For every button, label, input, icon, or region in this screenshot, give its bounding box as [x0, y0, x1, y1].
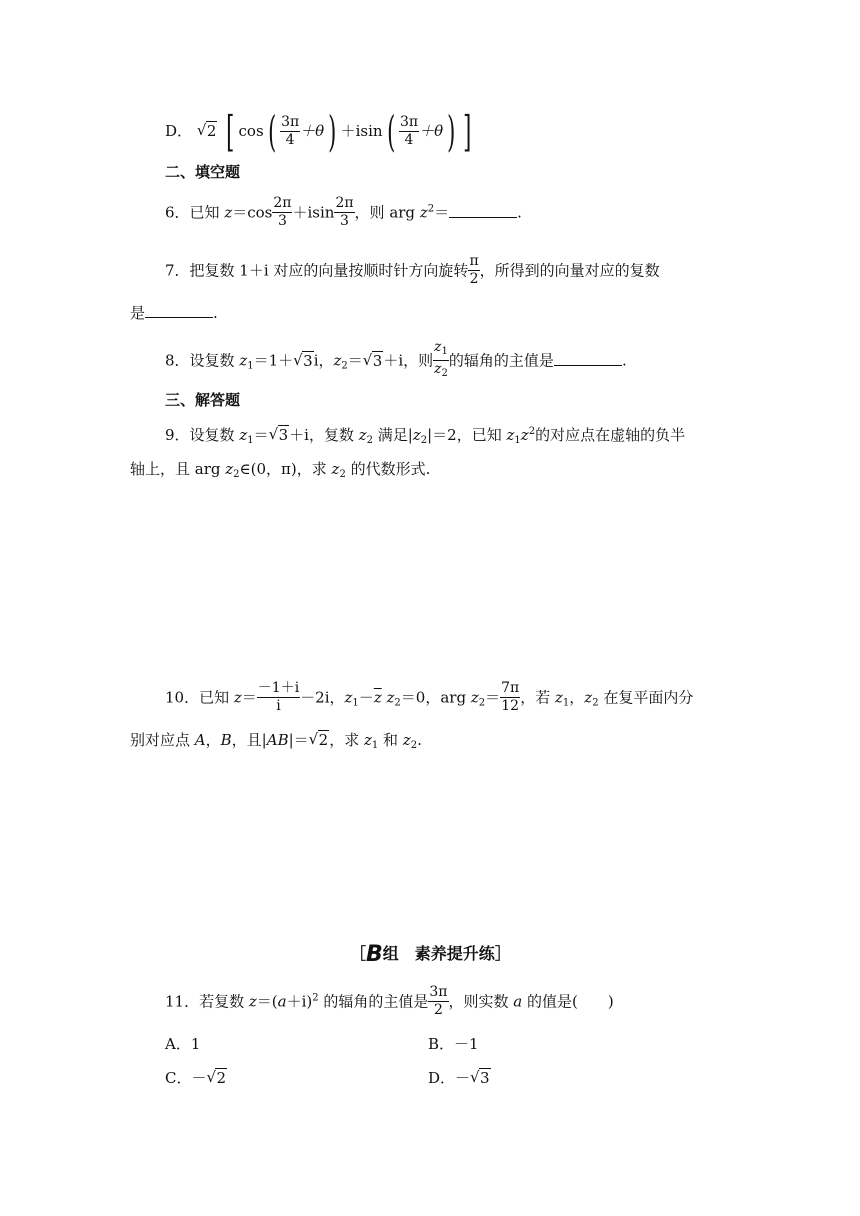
subscript: 2: [341, 360, 348, 372]
period: .: [517, 203, 522, 222]
subscript: 1: [247, 360, 254, 372]
var-z: z: [225, 460, 234, 478]
q9-text: |＝2，已知: [427, 426, 507, 444]
answer-blank[interactable]: [449, 205, 517, 218]
var-z: z: [434, 361, 442, 377]
sqrt-content: 2: [216, 1069, 227, 1087]
q9-prefix: 9．设复数: [165, 426, 240, 444]
sqrt-expression: [293, 351, 314, 370]
point-a: A: [194, 731, 206, 749]
q10-text: 和: [378, 731, 403, 749]
denominator: 3: [277, 213, 287, 229]
group-b-heading: [350, 944, 511, 966]
subscript: 2: [233, 469, 240, 480]
numerator: 3π: [281, 113, 300, 130]
subscript: 2: [410, 740, 418, 751]
imag-unit-then: ＋i，则: [383, 351, 434, 370]
sqrt-content: 3: [372, 351, 383, 370]
option-label: D．: [165, 122, 193, 140]
answer-blank[interactable]: [145, 305, 213, 318]
question-6: [165, 196, 522, 231]
denominator: i: [276, 698, 281, 714]
var-z-conjugate: $\overline{z}$: [373, 688, 382, 707]
q9-text: ＋i，复数: [289, 426, 359, 444]
q7-suffix: ，所得到的向量对应的复数: [479, 261, 660, 280]
plus-theta: ＋θ: [300, 122, 325, 140]
point-b: B: [220, 731, 232, 749]
period: .: [417, 731, 422, 749]
q7-line2-prefix: 是: [130, 304, 146, 322]
sqrt-content: 3: [278, 426, 289, 444]
fraction: [428, 984, 448, 1019]
sqrt-expression: [206, 1071, 227, 1086]
sqrt-expression: [309, 733, 330, 748]
var-z: z: [239, 351, 248, 370]
var-z: z: [584, 688, 593, 707]
var-z: z: [402, 731, 411, 749]
denominator: 3: [340, 213, 349, 229]
q10-prefix: 10．已知: [165, 688, 234, 707]
group-b-text: 组 素养提升练: [382, 944, 495, 963]
q10-text: ，求: [329, 731, 364, 749]
q11-prefix: 11．若复数: [165, 992, 249, 1011]
var-z: z: [555, 688, 563, 707]
fraction: [280, 114, 300, 149]
q11-option-d[interactable]: [428, 1071, 491, 1086]
q11-text: 的辐角的主值是: [318, 992, 429, 1011]
denominator: [433, 361, 449, 382]
numerator: 2π: [273, 195, 292, 211]
subscript: 2: [592, 697, 599, 709]
question-10-line-1: [165, 681, 693, 716]
q7-prefix: 7．把复数 1＋i 对应的向量按顺时针方向旋转: [165, 261, 469, 280]
section-title-fill-blank: 二、填空题: [165, 163, 241, 181]
numerator: 7π: [501, 680, 520, 696]
minus: －: [358, 688, 374, 707]
subscript: 2: [394, 697, 401, 709]
var-z: z: [344, 688, 353, 707]
question-8: [165, 340, 627, 383]
var-z: z: [363, 731, 372, 749]
question-7-line-1: [165, 254, 660, 289]
var-z: z: [233, 688, 242, 707]
numerator: －1＋i: [257, 680, 300, 696]
right-paren: ): [328, 107, 337, 156]
plus-isin: ＋isin: [292, 203, 335, 222]
equals: ＝: [241, 688, 257, 707]
q9-text: 轴上，且 arg: [130, 460, 226, 478]
q10-text: ，若: [520, 688, 555, 707]
q11-text: ＋i): [286, 992, 313, 1011]
var-z: z: [248, 992, 257, 1011]
superscript: 2: [312, 992, 319, 1004]
q10-text: 在复平面内分: [598, 688, 694, 707]
right-paren-2: ): [447, 107, 456, 156]
answer-blank[interactable]: [554, 353, 622, 366]
q10-text: 别对应点: [130, 731, 195, 749]
q8-prefix: 8．设复数: [165, 351, 240, 370]
period: .: [213, 304, 218, 322]
subscript: 1: [441, 346, 448, 357]
q9-text: 的对应点在虚轴的负半: [535, 426, 686, 444]
var-z: z: [239, 426, 248, 444]
q6-prefix: 6．已知: [165, 203, 225, 222]
plus-isin: ＋isin: [340, 122, 383, 140]
option-label: D．－: [428, 1069, 471, 1087]
subscript: 1: [562, 697, 570, 709]
q10-text: －2i，: [300, 688, 345, 707]
fraction: [272, 195, 292, 230]
var-z: z: [333, 351, 342, 370]
var-z: z: [434, 339, 442, 355]
right-bracket: ］: [494, 944, 511, 963]
question-7-line-2: [130, 305, 218, 321]
numerator: 2π: [335, 195, 354, 211]
question-9-line-1: [165, 427, 685, 446]
fraction: [257, 680, 300, 715]
fraction-2: [500, 680, 520, 715]
var-a: a: [513, 992, 523, 1011]
plus-theta-2: ＋θ: [419, 122, 444, 140]
q9-text: 的代数形式.: [345, 460, 431, 478]
subscript: 2: [441, 368, 448, 379]
sqrt-content: 2: [318, 731, 329, 749]
question-11: [165, 985, 614, 1020]
option-label: C．－: [165, 1069, 207, 1087]
subscript: 2: [339, 469, 346, 480]
var-z: z: [358, 426, 367, 444]
numerator: [433, 339, 449, 361]
sqrt-content: 3: [480, 1069, 490, 1087]
subscript: 1: [247, 435, 254, 446]
q10-text: |＝: [288, 731, 309, 749]
left-paren: (: [267, 107, 276, 156]
var-z: z: [386, 688, 395, 707]
equals: ＝: [485, 688, 501, 707]
q9-text: ∈(0，π)，求: [239, 460, 332, 478]
q11-text: ＝(: [256, 992, 278, 1011]
q11-option-c[interactable]: [165, 1071, 227, 1086]
question-9-line-2: [130, 462, 430, 480]
left-paren-2: (: [386, 107, 395, 156]
sqrt-expression-2: [363, 351, 384, 370]
numerator: 3π: [399, 113, 419, 130]
group-b-badge: B: [366, 942, 383, 967]
left-bracket: ［: [350, 944, 367, 963]
var-z: z: [419, 203, 428, 222]
sqrt-expression: [470, 1071, 491, 1086]
left-bracket: [: [226, 107, 235, 156]
q11-text: ，则实数: [448, 992, 514, 1011]
q6-suffix: ，则 arg: [354, 203, 420, 222]
sqrt-expression: [197, 124, 218, 139]
var-z: z: [331, 460, 340, 478]
q11-text: 的值是( ): [522, 992, 614, 1011]
fraction-2: [334, 195, 354, 230]
sqrt-content: 3: [303, 351, 313, 370]
equals: ＝: [253, 426, 269, 444]
var-z: z: [412, 426, 421, 444]
q9-text: 满足|: [373, 426, 413, 444]
q10-text: ，且|: [231, 731, 267, 749]
equals: ＝: [347, 351, 363, 370]
comma: ，: [569, 688, 585, 707]
section-title-solve: 三、解答题: [165, 391, 241, 409]
sqrt-expression: [269, 428, 290, 443]
var-z: z: [470, 688, 479, 707]
numerator: 3π: [429, 984, 448, 1000]
fraction: [433, 339, 449, 382]
sqrt-content: 2: [206, 122, 217, 140]
subscript: 2: [478, 697, 486, 709]
denominator: 2: [433, 1002, 443, 1018]
numerator: π: [469, 253, 479, 269]
eq-expr: ＝1＋: [253, 351, 294, 370]
period: .: [621, 351, 627, 370]
question-10-line-2: [130, 733, 422, 751]
var-z: z: [520, 426, 529, 444]
q5-option-d: [165, 107, 476, 156]
subscript: 1: [514, 435, 521, 446]
denominator: 2: [469, 271, 479, 287]
segment-ab: AB: [266, 731, 289, 749]
right-bracket: ]: [463, 107, 472, 156]
subscript: 2: [420, 435, 428, 446]
comma: ，: [205, 731, 221, 749]
subscript: 1: [352, 697, 359, 709]
cos-text: cos: [238, 122, 264, 140]
q11-option-a[interactable]: A．1: [165, 1035, 201, 1053]
eq-cos: ＝cos: [232, 203, 273, 222]
denominator: 4: [285, 131, 295, 148]
var-a: a: [277, 992, 287, 1011]
denominator: 12: [501, 698, 520, 714]
var-z: z: [224, 203, 233, 222]
subscript: 2: [366, 435, 374, 446]
subscript: 1: [371, 740, 379, 751]
superscript: 2: [528, 426, 536, 437]
var-z: z: [506, 426, 515, 444]
equals: ＝: [434, 203, 450, 222]
fraction-2: [399, 114, 419, 149]
q11-option-b[interactable]: B．－1: [428, 1035, 479, 1053]
denominator: 4: [404, 131, 414, 148]
q8-suffix: 的辐角的主值是: [448, 351, 554, 370]
fraction: [468, 253, 479, 288]
imag-unit: i，: [313, 351, 334, 370]
q10-text: ＝0，arg: [400, 688, 471, 707]
superscript: 2: [427, 203, 435, 215]
